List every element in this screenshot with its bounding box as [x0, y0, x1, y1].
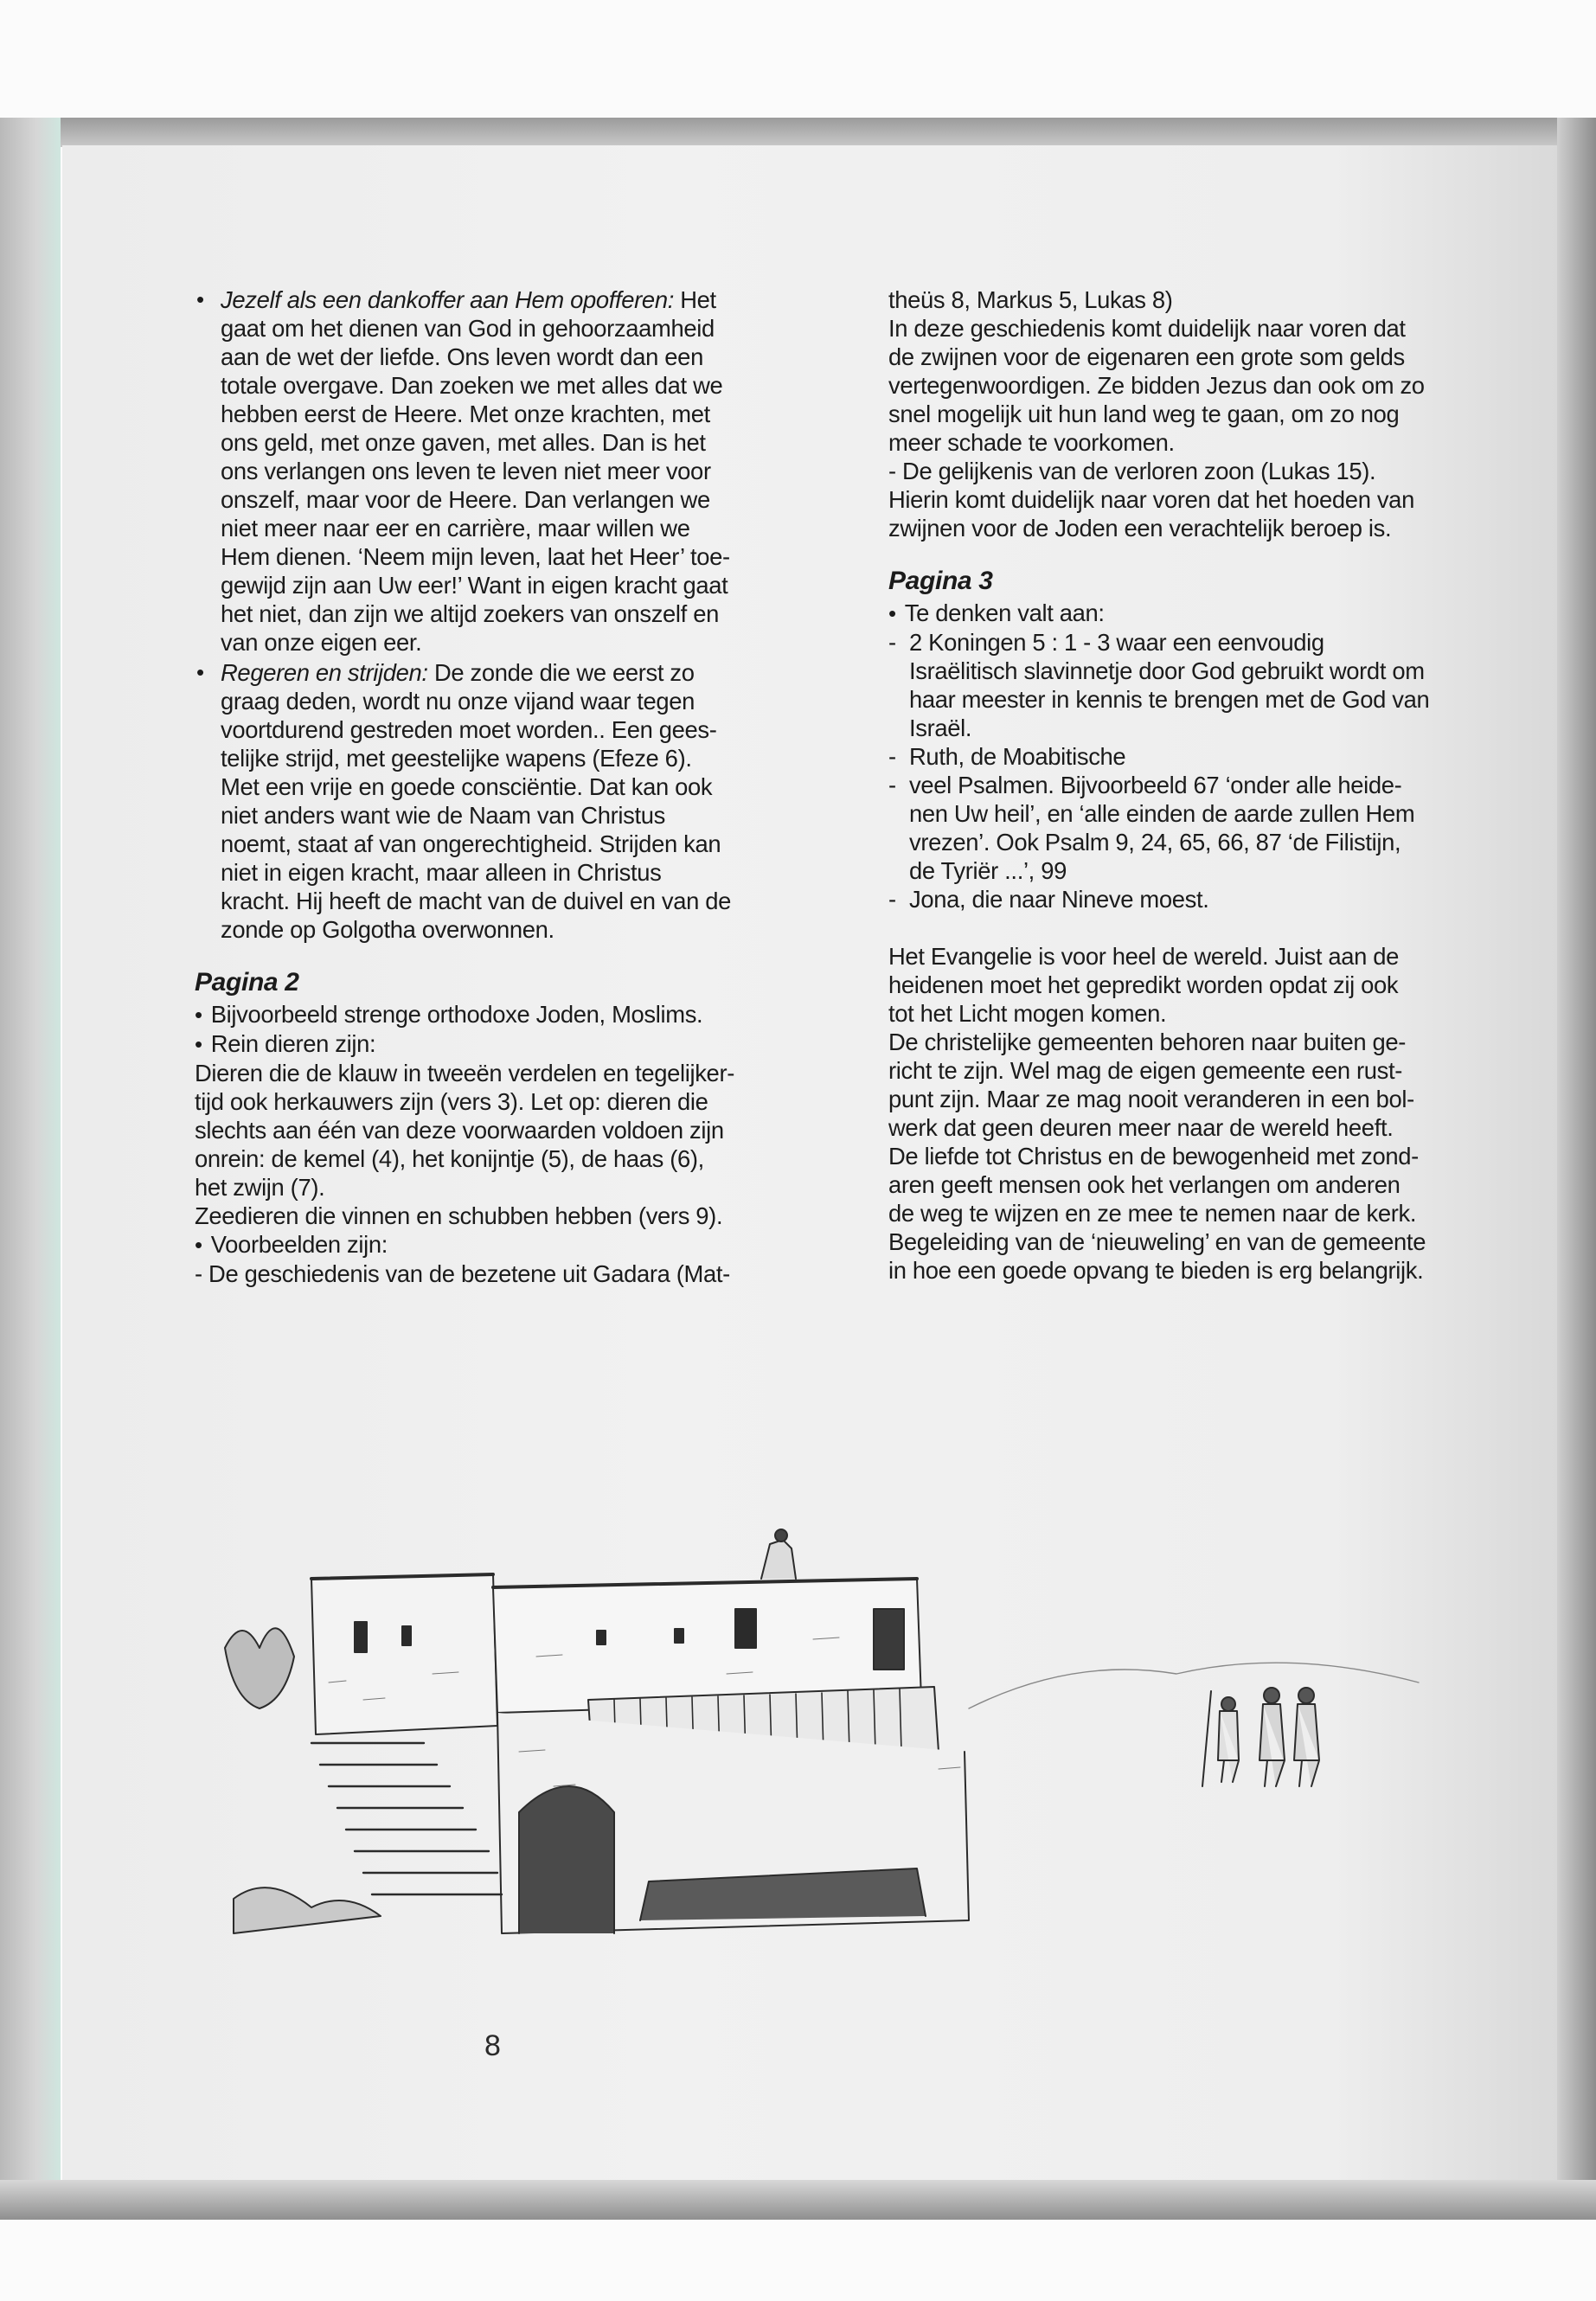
walking-figures [1202, 1688, 1319, 1786]
book-cover-right-edge [1557, 118, 1596, 2220]
text-line: gewijd zijn aan Uw eer!’ Want in eigen kracht gaat [221, 572, 728, 599]
bullet-text: Te denken valt aan: [904, 599, 1105, 626]
text-line: tijd ook herkauwers zijn (vers 3). Let op: dieren die [195, 1088, 708, 1115]
window-icon [402, 1626, 411, 1645]
bullet-dot: • [195, 1031, 202, 1057]
text-line: Het [680, 286, 716, 313]
text-line: Zeedieren die vinnen en schubben hebben (vers 9). [195, 1202, 723, 1229]
bullet-dot: • [196, 659, 204, 685]
book-cover-top-edge [0, 118, 1596, 147]
dash-marker: - [888, 772, 896, 798]
text-line: de zwijnen voor de eigenaren een grote som gelds [888, 343, 1405, 370]
text-line: - De gelijkenis van de verloren zoon (Lukas 15). [888, 458, 1376, 484]
arch-doorway [519, 1786, 614, 1933]
text-line: 2 Koningen 5 : 1 - 3 waar een eenvoudig [909, 629, 1324, 656]
list-item [888, 771, 1503, 885]
text-line: niet meer naar eer en carrière, maar willen we [221, 515, 690, 542]
text-line: Begeleiding van de ‘nieuweling’ en van de gemeente [888, 1228, 1426, 1255]
text-line: vrezen’. Ook Psalm 9, 24, 65, 66, 87 ‘de Filistijn, [909, 829, 1401, 856]
bullet-orthodoxe-joden [195, 1000, 800, 1029]
text-line: theüs 8, Markus 5, Lukas 8) [888, 286, 1173, 313]
text-line: noemt, staat af van ongerechtigheid. Strijden kan [221, 830, 721, 857]
text-line: het zwijn (7). [195, 1174, 325, 1201]
text-line: Hem dienen. ‘Neem mijn leven, laat het Heer’ toe- [221, 543, 730, 570]
window-icon [597, 1631, 606, 1644]
text-line: zwijnen voor de Joden een verachtelijk beroep is. [888, 515, 1392, 542]
text-line: Jona, die naar Nineve moest. [909, 886, 1209, 913]
text-line: vertegenwoordigen. Ze bidden Jezus dan ook om zo [888, 372, 1425, 399]
text-line: aan de wet der liefde. Ons leven wordt dan een [221, 343, 703, 370]
text-line: Dieren die de klauw in tweeën verdelen en tegelijker- [195, 1060, 734, 1086]
right-column [888, 285, 1503, 1285]
bullet-title: Regeren en strijden: [221, 659, 428, 686]
bullet-rein-dieren [195, 1029, 800, 1059]
text-line: ons verlangen ons leven te leven niet meer voor [221, 458, 711, 484]
bullet-dot: • [195, 1002, 202, 1028]
text-line: Het Evangelie is voor heel de wereld. Juist aan de [888, 943, 1400, 970]
text-line: Israël. [909, 715, 972, 741]
text-line: punt zijn. Maar ze mag nooit veranderen in een bol- [888, 1086, 1414, 1112]
text-line: graag deden, wordt nu onze vijand waar tegen [221, 688, 695, 715]
text-line: werk dat geen deuren meer naar de wereld heeft. [888, 1114, 1394, 1141]
text-line: van onze eigen eer. [221, 629, 422, 656]
text-line: zonde op Golgotha overwonnen. [221, 916, 554, 943]
text-line: nen Uw heil’, en ‘alle einden de aarde zullen Hem [909, 800, 1415, 827]
list-item [888, 628, 1503, 742]
text-line: kracht. Hij heeft de macht van de duivel en van de [221, 888, 732, 914]
list-item [888, 885, 1503, 913]
bullet-title: Jezelf als een dankoffer aan Hem opofferen: [221, 286, 674, 313]
text-line: In deze geschiedenis komt duidelijk naar voren dat [888, 315, 1406, 342]
bullet-text: Bijvoorbeeld strenge orthodoxe Joden, Moslims. [210, 1001, 703, 1028]
tree [225, 1628, 294, 1708]
text-line: hebben eerst de Heere. Met onze krachten, met [221, 401, 710, 427]
book-cover-left-edge [0, 118, 61, 2220]
roof-figure [761, 1540, 796, 1579]
heading-pagina-3: Pagina 3 [888, 567, 993, 595]
text-line: onszelf, maar voor de Heere. Dan verlangen we [221, 486, 710, 513]
left-column [195, 285, 800, 1288]
door-icon [874, 1609, 904, 1670]
paragraph-gap [888, 913, 1503, 942]
bullet-dot: • [195, 1232, 202, 1258]
house-illustration [208, 1527, 1436, 1968]
text-line: in hoe een goede opvang te bieden is erg belangrijk. [888, 1257, 1424, 1284]
text-line: De zonde die we eerst zo [433, 659, 695, 686]
window-icon [675, 1629, 683, 1643]
heading-pagina-2: Pagina 2 [195, 968, 299, 997]
text-line: aren geeft mensen ook het verlangen om anderen [888, 1171, 1401, 1198]
stairs [311, 1743, 502, 1894]
hills [969, 1663, 1419, 1708]
text-line: ons geld, met onze gaven, met alles. Dan is het [221, 429, 706, 456]
text-line: Ruth, de Moabitische [909, 743, 1126, 770]
text-line: de Tyriër ...’, 99 [909, 857, 1067, 884]
text-line: De liefde tot Christus en de bewogenheid met zond- [888, 1143, 1419, 1170]
text-line: telijke strijd, met geestelijke wapens (Efeze 6). [221, 745, 692, 772]
text-line: onrein: de kemel (4), het konijntje (5), de haas (6), [195, 1145, 704, 1172]
door-icon [735, 1609, 756, 1648]
dash-marker: - [888, 629, 896, 656]
window-icon [355, 1622, 367, 1652]
text-line: het niet, dan zijn we altijd zoekers van onszelf en [221, 600, 719, 627]
text-line: heidenen moet het gepredikt worden opdat zij ook [888, 971, 1399, 998]
page-number: 8 [484, 2029, 501, 2062]
dash-marker: - [888, 743, 896, 770]
text-line: niet in eigen kracht, maar alleen in Christus [221, 859, 662, 886]
bullet-dankoffer [195, 285, 800, 657]
text-line: voortdurend gestreden moet worden.. Een gees- [221, 716, 717, 743]
text-line: veel Psalmen. Bijvoorbeeld 67 ‘onder alle heide- [909, 772, 1402, 798]
text-line: tot het Licht mogen komen. [888, 1000, 1167, 1027]
bullet-text: Rein dieren zijn: [210, 1030, 376, 1057]
shrub [234, 1888, 381, 1933]
text-line: Met een vrije en goede consciëntie. Dat kan ook [221, 773, 713, 800]
text-line: Israëlitisch slavinnetje door God gebruikt wordt om [909, 657, 1425, 684]
text-line: slechts aan één van deze voorwaarden voldoen zijn [195, 1117, 724, 1144]
text-line: gaat om het dienen van God in gehoorzaamheid [221, 315, 715, 342]
left-building [311, 1574, 497, 1734]
text-line: snel mogelijk uit hun land weg te gaan, om zo nog [888, 401, 1400, 427]
bullet-voorbeelden [195, 1230, 800, 1259]
text-line: Hierin komt duidelijk naar voren dat het hoeden van [888, 486, 1414, 513]
dash-marker: - [888, 886, 896, 913]
book-cover-bottom-edge [0, 2180, 1596, 2220]
bullet-text: Voorbeelden zijn: [210, 1231, 388, 1258]
text-line: haar meester in kennis te brengen met de God van [909, 686, 1430, 713]
text-line: De christelijke gemeenten behoren naar buiten ge- [888, 1029, 1407, 1055]
list-item [888, 742, 1503, 771]
text-line: - De geschiedenis van de bezetene uit Gadara (Mat- [195, 1260, 730, 1287]
bullet-dot: • [888, 600, 896, 626]
text-line: niet anders want wie de Naam van Christus [221, 802, 665, 829]
text-line: richt te zijn. Wel mag de eigen gemeente een rust- [888, 1057, 1403, 1084]
bullet-dot: • [196, 286, 204, 312]
text-line: totale overgave. Dan zoeken we met alles dat we [221, 372, 723, 399]
bullet-te-denken [888, 599, 1503, 628]
text-line: meer schade te voorkomen. [888, 429, 1175, 456]
bullet-regeren [195, 658, 800, 944]
text-line: de weg te wijzen en ze mee te nemen naar de kerk. [888, 1200, 1417, 1227]
